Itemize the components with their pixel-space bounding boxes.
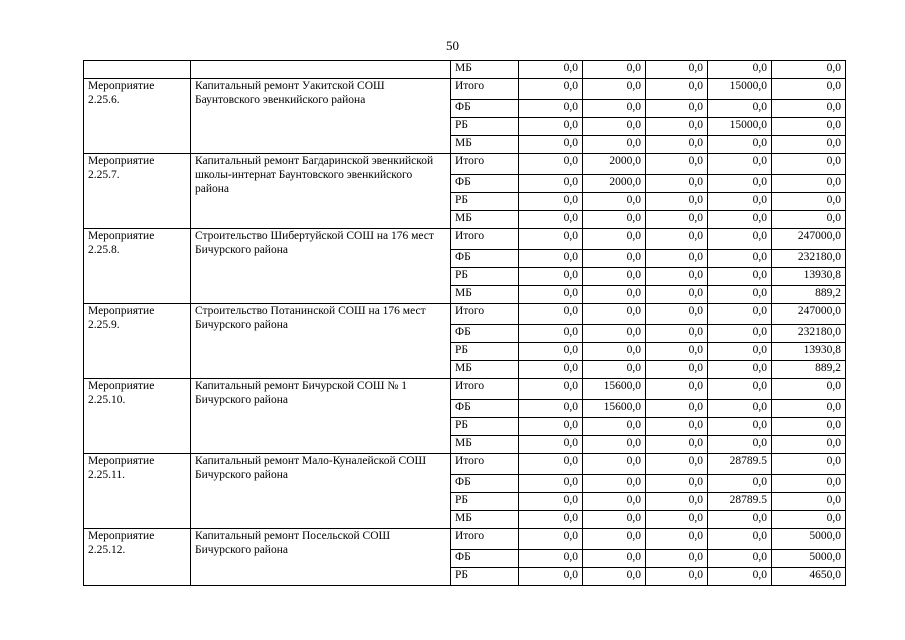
- value-cell: 232180,0: [772, 325, 846, 343]
- value-cell: 0,0: [583, 229, 646, 250]
- value-cell: 0,0: [583, 454, 646, 475]
- value-cell: 28789.5: [708, 493, 772, 511]
- source-cell: РБ: [451, 193, 519, 211]
- value-cell: 5000,0: [772, 529, 846, 550]
- measure-description-cell: Капитальный ремонт Посельской СОШ Бичурского района: [191, 529, 451, 586]
- value-cell: 15000,0: [708, 118, 772, 136]
- value-cell: 0,0: [519, 100, 583, 118]
- value-cell: 0,0: [772, 436, 846, 454]
- table-row: [84, 304, 846, 325]
- value-cell: 0,0: [708, 475, 772, 493]
- value-cell: 0,0: [583, 79, 646, 100]
- value-cell: 0,0: [708, 250, 772, 268]
- value-cell: 0,0: [646, 400, 708, 418]
- table-body: [84, 61, 846, 586]
- source-cell: Итого: [451, 529, 519, 550]
- value-cell: 0,0: [708, 211, 772, 229]
- source-cell: Итого: [451, 229, 519, 250]
- value-cell: 0,0: [708, 325, 772, 343]
- measure-name-cell: Мероприятие 2.25.12.: [84, 529, 191, 586]
- value-cell: 0,0: [583, 343, 646, 361]
- value-cell: 0,0: [772, 418, 846, 436]
- value-cell: 0,0: [519, 193, 583, 211]
- value-cell: 0,0: [646, 118, 708, 136]
- value-cell: 0,0: [519, 175, 583, 193]
- value-cell: 4650,0: [772, 568, 846, 586]
- value-cell: 0,0: [646, 286, 708, 304]
- value-cell: 0,0: [708, 175, 772, 193]
- value-cell: 0,0: [519, 418, 583, 436]
- value-cell: 0,0: [646, 511, 708, 529]
- value-cell: 0,0: [646, 568, 708, 586]
- value-cell: 0,0: [646, 154, 708, 175]
- value-cell: 0,0: [583, 493, 646, 511]
- value-cell: 0,0: [583, 418, 646, 436]
- measure-name-cell: Мероприятие 2.25.6.: [84, 79, 191, 154]
- value-cell: 0,0: [708, 61, 772, 79]
- value-cell: 0,0: [583, 250, 646, 268]
- source-cell: ФБ: [451, 475, 519, 493]
- source-cell: Итого: [451, 154, 519, 175]
- page-number: 50: [446, 38, 459, 53]
- source-cell: ФБ: [451, 250, 519, 268]
- value-cell: 0,0: [646, 493, 708, 511]
- value-cell: 0,0: [772, 61, 846, 79]
- value-cell: 0,0: [708, 379, 772, 400]
- value-cell: 0,0: [646, 454, 708, 475]
- value-cell: 2000,0: [583, 175, 646, 193]
- value-cell: 889,2: [772, 361, 846, 379]
- value-cell: 889,2: [772, 286, 846, 304]
- value-cell: 0,0: [519, 79, 583, 100]
- value-cell: 0,0: [519, 475, 583, 493]
- table-row: [84, 379, 846, 400]
- value-cell: 0,0: [519, 379, 583, 400]
- value-cell: 0,0: [583, 136, 646, 154]
- source-cell: МБ: [451, 61, 519, 79]
- table-row: [84, 61, 846, 79]
- value-cell: 0,0: [519, 343, 583, 361]
- value-cell: 0,0: [519, 136, 583, 154]
- source-cell: РБ: [451, 343, 519, 361]
- value-cell: 0,0: [646, 418, 708, 436]
- value-cell: 0,0: [708, 400, 772, 418]
- value-cell: 0,0: [646, 229, 708, 250]
- table-row: [84, 529, 846, 550]
- value-cell: 0,0: [708, 100, 772, 118]
- measure-name-cell: Мероприятие 2.25.10.: [84, 379, 191, 454]
- value-cell: 0,0: [519, 211, 583, 229]
- value-cell: 247000,0: [772, 304, 846, 325]
- measure-description-cell: Капитальный ремонт Уакитской СОШ Баунтовского эвенкийского района: [191, 79, 451, 154]
- value-cell: 0,0: [519, 229, 583, 250]
- value-cell: 0,0: [772, 118, 846, 136]
- value-cell: 0,0: [583, 529, 646, 550]
- value-cell: 0,0: [519, 493, 583, 511]
- value-cell: 0,0: [519, 268, 583, 286]
- table-row: [84, 154, 846, 175]
- value-cell: 0,0: [772, 211, 846, 229]
- value-cell: 247000,0: [772, 229, 846, 250]
- source-cell: ФБ: [451, 175, 519, 193]
- source-cell: РБ: [451, 493, 519, 511]
- value-cell: 232180,0: [772, 250, 846, 268]
- value-cell: 0,0: [519, 454, 583, 475]
- value-cell: 0,0: [772, 100, 846, 118]
- value-cell: 0,0: [519, 550, 583, 568]
- value-cell: 0,0: [583, 568, 646, 586]
- value-cell: 0,0: [583, 100, 646, 118]
- value-cell: 0,0: [708, 286, 772, 304]
- value-cell: 0,0: [519, 250, 583, 268]
- value-cell: 0,0: [708, 568, 772, 586]
- value-cell: 0,0: [772, 154, 846, 175]
- value-cell: 0,0: [646, 175, 708, 193]
- value-cell: 0,0: [583, 511, 646, 529]
- value-cell: 0,0: [646, 343, 708, 361]
- value-cell: 0,0: [519, 436, 583, 454]
- measure-description-cell: Капитальный ремонт Багдаринской эвенкийской школы-интернат Баунтовского эвенкийского района: [191, 154, 451, 229]
- source-cell: Итого: [451, 454, 519, 475]
- source-cell: МБ: [451, 511, 519, 529]
- table-row: [84, 454, 846, 475]
- value-cell: 0,0: [583, 361, 646, 379]
- source-cell: МБ: [451, 211, 519, 229]
- value-cell: 0,0: [772, 193, 846, 211]
- value-cell: 0,0: [708, 550, 772, 568]
- source-cell: РБ: [451, 568, 519, 586]
- value-cell: 0,0: [519, 361, 583, 379]
- value-cell: 0,0: [519, 61, 583, 79]
- budget-table: [83, 60, 846, 586]
- value-cell: 0,0: [772, 475, 846, 493]
- value-cell: 0,0: [646, 325, 708, 343]
- value-cell: 0,0: [708, 436, 772, 454]
- value-cell: 0,0: [708, 229, 772, 250]
- value-cell: 0,0: [519, 568, 583, 586]
- measure-name-cell: Мероприятие 2.25.8.: [84, 229, 191, 304]
- source-cell: Итого: [451, 304, 519, 325]
- value-cell: 0,0: [646, 529, 708, 550]
- value-cell: 0,0: [646, 304, 708, 325]
- source-cell: ФБ: [451, 100, 519, 118]
- value-cell: 0,0: [583, 286, 646, 304]
- source-cell: МБ: [451, 286, 519, 304]
- measure-name-cell: Мероприятие 2.25.7.: [84, 154, 191, 229]
- value-cell: 0,0: [583, 61, 646, 79]
- source-cell: МБ: [451, 436, 519, 454]
- value-cell: 0,0: [519, 286, 583, 304]
- value-cell: 0,0: [646, 268, 708, 286]
- value-cell: 0,0: [519, 154, 583, 175]
- description-cell: [191, 61, 451, 79]
- source-cell: РБ: [451, 268, 519, 286]
- value-cell: 0,0: [583, 436, 646, 454]
- value-cell: 28789.5: [708, 454, 772, 475]
- table-row: [84, 79, 846, 100]
- value-cell: 0,0: [646, 361, 708, 379]
- source-cell: Итого: [451, 79, 519, 100]
- value-cell: 0,0: [646, 436, 708, 454]
- value-cell: 0,0: [646, 100, 708, 118]
- value-cell: 0,0: [646, 136, 708, 154]
- value-cell: 15600,0: [583, 379, 646, 400]
- value-cell: 0,0: [708, 136, 772, 154]
- value-cell: 0,0: [708, 268, 772, 286]
- value-cell: 0,0: [583, 304, 646, 325]
- value-cell: 0,0: [708, 193, 772, 211]
- value-cell: 13930,8: [772, 343, 846, 361]
- value-cell: 0,0: [646, 250, 708, 268]
- value-cell: 0,0: [646, 79, 708, 100]
- value-cell: 0,0: [708, 304, 772, 325]
- measure-description-cell: Капитальный ремонт Мало-Куналейской СОШ Бичурского района: [191, 454, 451, 529]
- value-cell: 0,0: [583, 550, 646, 568]
- value-cell: 0,0: [519, 304, 583, 325]
- source-cell: МБ: [451, 361, 519, 379]
- value-cell: 15000,0: [708, 79, 772, 100]
- value-cell: 0,0: [708, 418, 772, 436]
- value-cell: 0,0: [646, 475, 708, 493]
- value-cell: 0,0: [708, 511, 772, 529]
- value-cell: 0,0: [772, 136, 846, 154]
- measure-description-cell: Строительство Шибертуйской СОШ на 176 мест Бичурского района: [191, 229, 451, 304]
- value-cell: 0,0: [708, 361, 772, 379]
- value-cell: 0,0: [583, 211, 646, 229]
- value-cell: 0,0: [772, 175, 846, 193]
- source-cell: ФБ: [451, 325, 519, 343]
- value-cell: 0,0: [583, 475, 646, 493]
- measure-name-cell: Мероприятие 2.25.11.: [84, 454, 191, 529]
- value-cell: 0,0: [772, 454, 846, 475]
- table-row: [84, 229, 846, 250]
- value-cell: 0,0: [519, 511, 583, 529]
- measure-description-cell: Капитальный ремонт Бичурской СОШ № 1 Бичурского района: [191, 379, 451, 454]
- value-cell: 0,0: [772, 379, 846, 400]
- value-cell: 0,0: [646, 193, 708, 211]
- value-cell: 0,0: [772, 493, 846, 511]
- value-cell: 0,0: [519, 400, 583, 418]
- value-cell: 0,0: [583, 193, 646, 211]
- source-cell: РБ: [451, 118, 519, 136]
- value-cell: 13930,8: [772, 268, 846, 286]
- value-cell: 0,0: [583, 268, 646, 286]
- source-cell: Итого: [451, 379, 519, 400]
- source-cell: ФБ: [451, 400, 519, 418]
- measure-description-cell: Строительство Потанинской СОШ на 176 мест Бичурского района: [191, 304, 451, 379]
- name-cell: [84, 61, 191, 79]
- source-cell: МБ: [451, 136, 519, 154]
- value-cell: 0,0: [519, 325, 583, 343]
- value-cell: 0,0: [708, 343, 772, 361]
- value-cell: 0,0: [646, 211, 708, 229]
- value-cell: 0,0: [772, 79, 846, 100]
- value-cell: 2000,0: [583, 154, 646, 175]
- source-cell: РБ: [451, 418, 519, 436]
- value-cell: 0,0: [646, 550, 708, 568]
- value-cell: 5000,0: [772, 550, 846, 568]
- value-cell: 0,0: [583, 118, 646, 136]
- value-cell: 15600,0: [583, 400, 646, 418]
- value-cell: 0,0: [772, 511, 846, 529]
- value-cell: 0,0: [646, 379, 708, 400]
- value-cell: 0,0: [646, 61, 708, 79]
- value-cell: 0,0: [772, 400, 846, 418]
- measure-name-cell: Мероприятие 2.25.9.: [84, 304, 191, 379]
- value-cell: 0,0: [583, 325, 646, 343]
- value-cell: 0,0: [708, 529, 772, 550]
- value-cell: 0,0: [519, 118, 583, 136]
- value-cell: 0,0: [708, 154, 772, 175]
- value-cell: 0,0: [519, 529, 583, 550]
- source-cell: ФБ: [451, 550, 519, 568]
